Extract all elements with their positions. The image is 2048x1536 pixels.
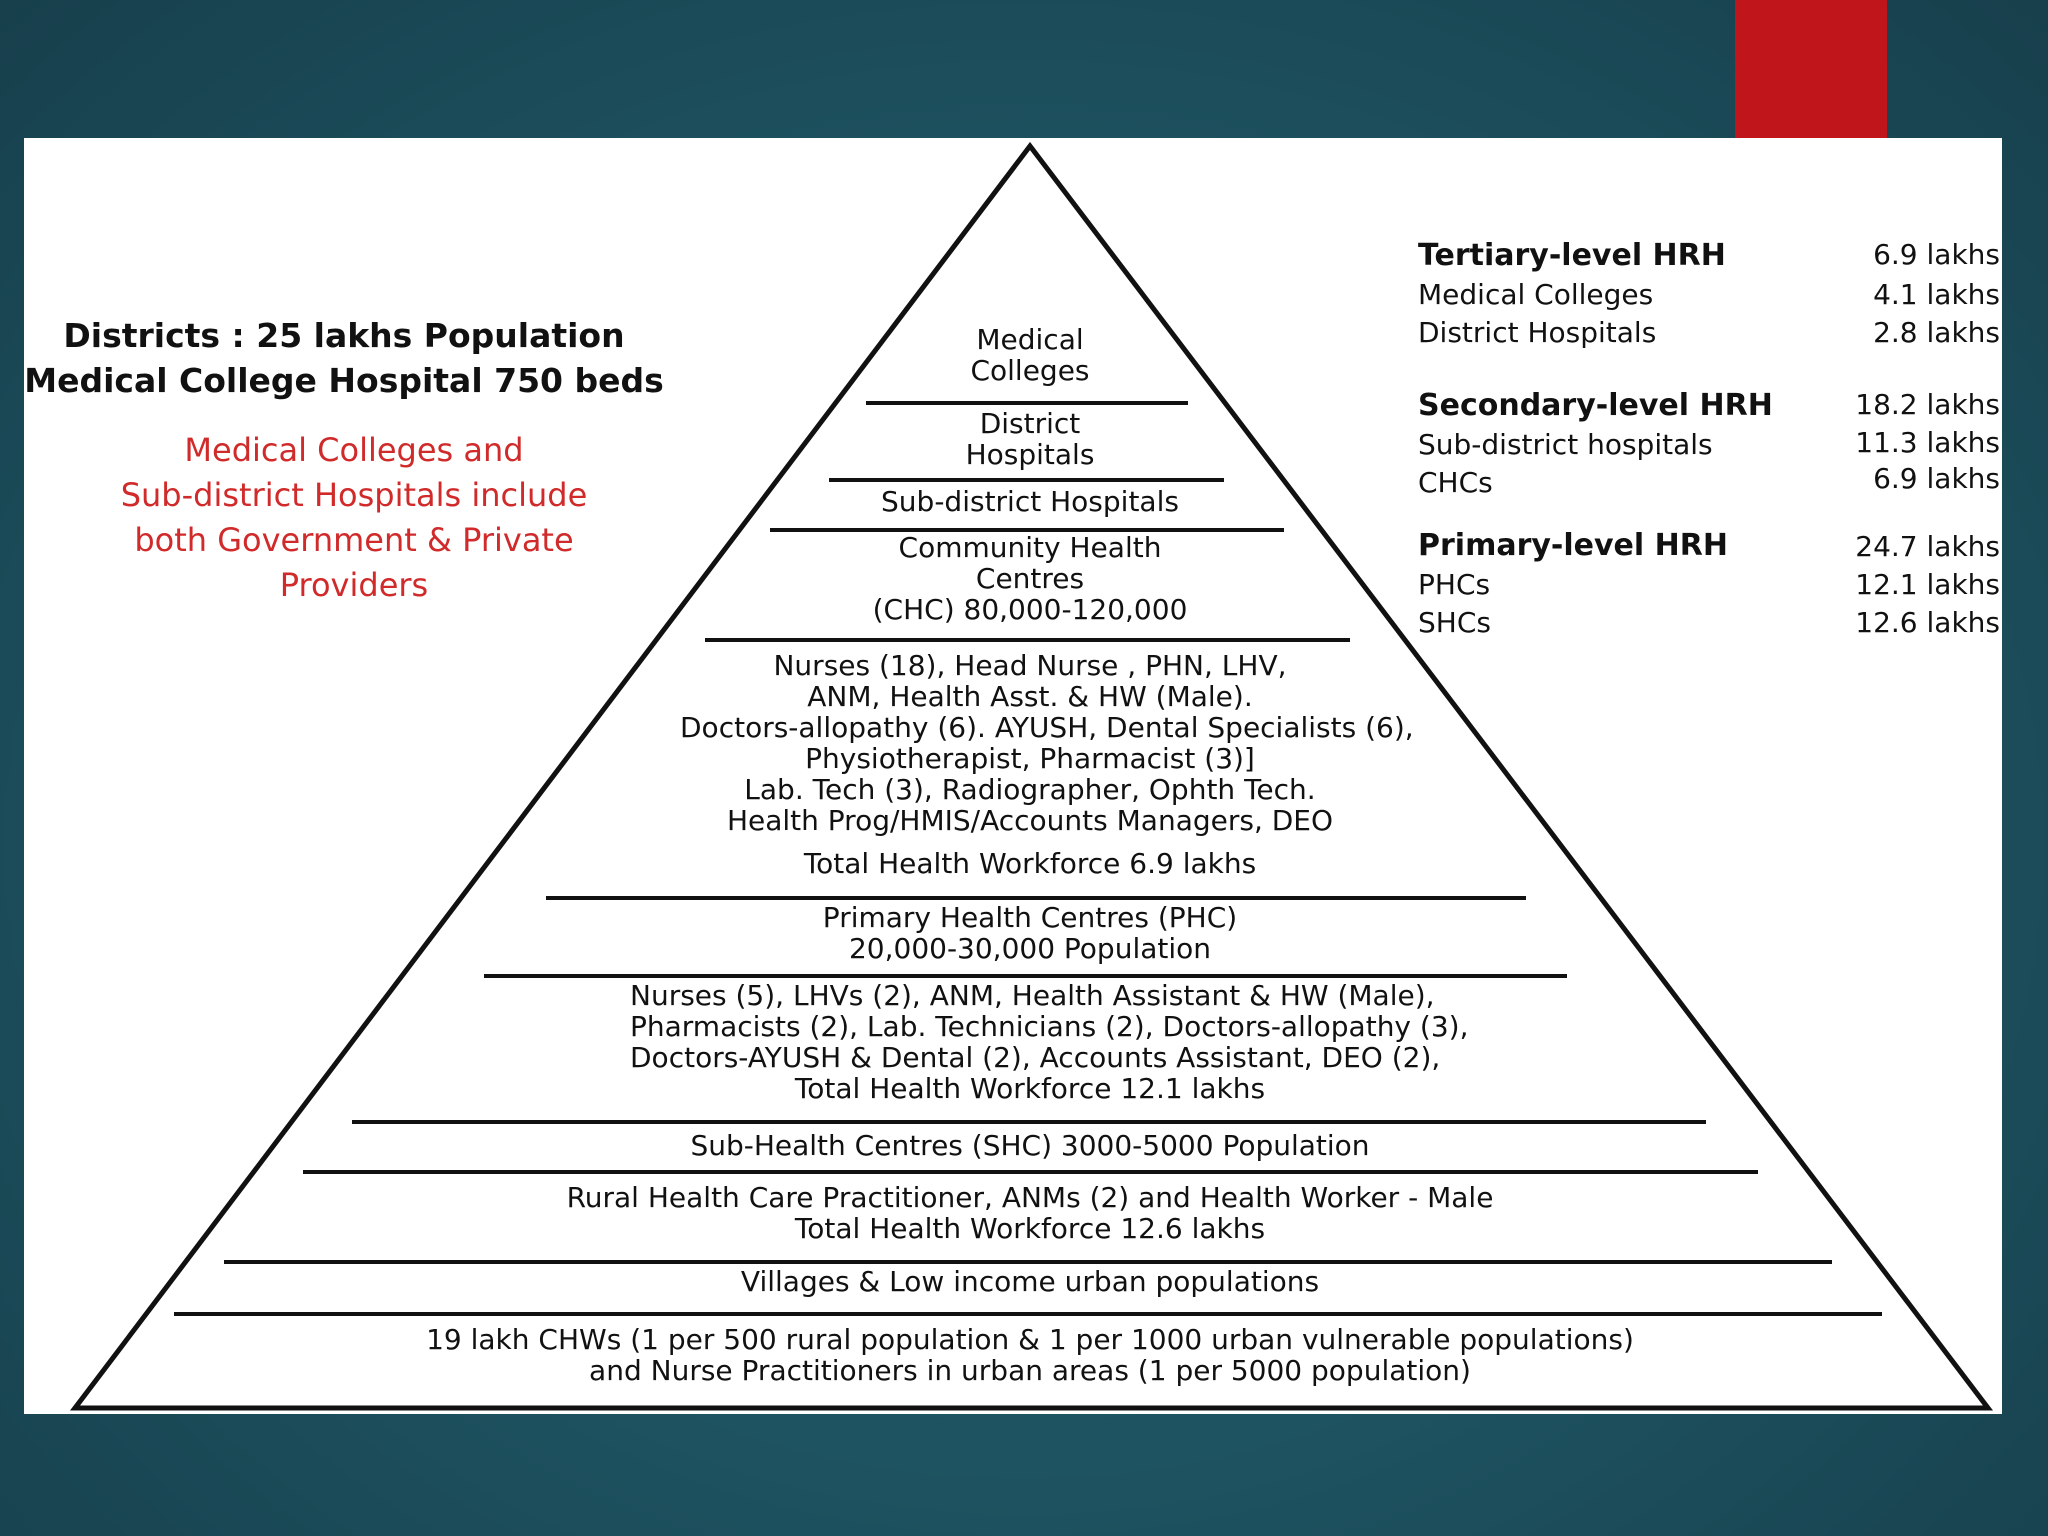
tier-chc-workforce xyxy=(680,649,1414,880)
hrh-row-label: District Hospitals xyxy=(1418,316,1657,349)
note-line: Medical Colleges and xyxy=(184,431,524,469)
heading-line: Districts : 25 lakhs Population xyxy=(63,316,625,355)
tier-line: 19 lakh CHWs (1 per 500 rural population & 1 per 1000 urban vulnerable populations) xyxy=(426,1323,1634,1356)
hrh-primary-total: 24.7 lakhs xyxy=(1855,530,2000,563)
hrh-row-value: 4.1 lakhs xyxy=(1873,278,2000,311)
tier-line: Nurses (18), Head Nurse , PHN, LHV, xyxy=(773,649,1287,682)
tier-sub-district-hospitals xyxy=(830,486,1230,517)
tier-line: 20,000-30,000 Population xyxy=(848,932,1212,965)
tier-phc xyxy=(730,902,1330,964)
tier-line: Physiotherapist, Pharmacist (3)] xyxy=(805,742,1255,775)
hrh-row-label: SHCs xyxy=(1418,606,1491,639)
hrh-row-value: 11.3 lakhs xyxy=(1855,426,2000,459)
tier-line: Total Health Workforce 6.9 lakhs xyxy=(803,847,1257,880)
tier-line: Sub-Health Centres (SHC) 3000-5000 Population xyxy=(690,1129,1370,1162)
tier-line: Medical xyxy=(976,323,1084,356)
tier-medical-colleges xyxy=(930,324,1130,386)
tier-line: Total Health Workforce 12.1 lakhs xyxy=(794,1072,1266,1105)
tier-chc xyxy=(830,532,1230,625)
hrh-row-label: Sub-district hospitals xyxy=(1418,428,1713,461)
hrh-row-value: 12.6 lakhs xyxy=(1855,606,2000,639)
tier-line: Nurses (5), LHVs (2), ANM, Health Assistant & HW (Male), xyxy=(630,979,1435,1012)
tier-chws xyxy=(280,1324,1780,1386)
tier-line: Villages & Low income urban populations xyxy=(740,1265,1320,1298)
hrh-row-value: 12.1 lakhs xyxy=(1855,568,2000,601)
tier-line: (CHC) 80,000-120,000 xyxy=(872,593,1188,626)
tier-line: Total Health Workforce 12.6 lakhs xyxy=(794,1212,1266,1245)
tier-line: ANM, Health Asst. & HW (Male). xyxy=(807,680,1253,713)
tier-line: Doctors-AYUSH & Dental (2), Accounts Assistant, DEO (2), xyxy=(630,1041,1441,1074)
tier-line: Primary Health Centres (PHC) xyxy=(822,901,1238,934)
tier-line: Health Prog/HMIS/Accounts Managers, DEO xyxy=(726,804,1334,837)
tier-line: Doctors-allopathy (6). AYUSH, Dental Specialists (6), xyxy=(680,711,1414,744)
tier-villages xyxy=(630,1266,1430,1297)
hrh-secondary-total: 18.2 lakhs xyxy=(1855,388,2000,421)
hrh-tertiary-total: 6.9 lakhs xyxy=(1873,238,2000,271)
tier-line: Lab. Tech (3), Radiographer, Ophth Tech. xyxy=(744,773,1316,806)
tier-line: Pharmacists (2), Lab. Technicians (2), Doctors-allopathy (3), xyxy=(630,1010,1469,1043)
tier-phc-workforce xyxy=(630,979,1469,1105)
tier-line: Colleges xyxy=(970,354,1090,387)
diagram-panel xyxy=(24,138,2002,1414)
tier-shc xyxy=(580,1130,1480,1161)
hrh-row-value: 6.9 lakhs xyxy=(1873,462,2000,495)
tier-line: Centres xyxy=(975,562,1085,595)
provider-note xyxy=(84,428,624,608)
heading-line: Medical College Hospital 750 beds xyxy=(24,361,664,400)
tier-line: and Nurse Practitioners in urban areas (1 per 5000 population) xyxy=(589,1354,1471,1387)
note-line: Providers xyxy=(279,566,429,604)
hrh-row-value: 2.8 lakhs xyxy=(1873,316,2000,349)
hrh-secondary-title: Secondary-level HRH xyxy=(1418,388,1773,423)
hrh-primary-title: Primary-level HRH xyxy=(1418,528,1728,563)
red-accent-block xyxy=(1735,0,1887,140)
tier-line: District xyxy=(979,407,1081,440)
note-line: Sub-district Hospitals include xyxy=(120,476,588,514)
hrh-row-label: PHCs xyxy=(1418,568,1491,601)
tier-line: Rural Health Care Practitioner, ANMs (2) and Health Worker - Male xyxy=(566,1181,1494,1214)
tier-line: Hospitals xyxy=(965,438,1095,471)
hrh-row-label: Medical Colleges xyxy=(1418,278,1654,311)
district-heading xyxy=(24,313,664,403)
hrh-row-label: CHCs xyxy=(1418,466,1493,499)
tier-district-hospitals xyxy=(930,408,1130,470)
tier-line: Sub-district Hospitals xyxy=(881,485,1179,518)
tier-line: Community Health xyxy=(898,531,1162,564)
hrh-tertiary-title: Tertiary-level HRH xyxy=(1418,238,1726,273)
note-line: both Government & Private xyxy=(134,521,574,559)
tier-shc-workforce xyxy=(430,1182,1630,1244)
